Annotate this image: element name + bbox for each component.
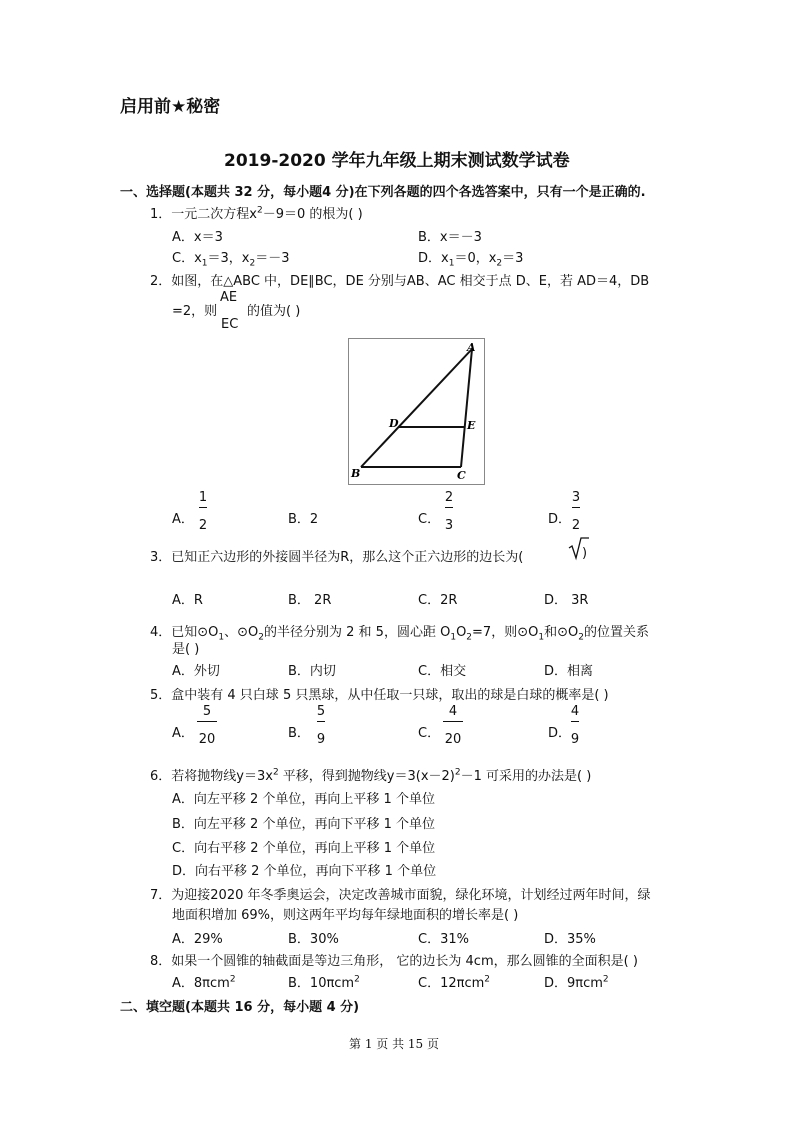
q4-option-c: C．相交 [418,664,467,679]
q5-option-a-label: A． [172,726,194,741]
section-1-heading: 一、选择题(本题共 32 分，每小题4 分)在下列各题的四个各选答案中，只有一个是正确的. [120,185,646,200]
q4-option-d: D．相离 [544,664,594,679]
q1-option-c: C．$x_1=3$，$x_2=-3$ [172,251,290,269]
q4-stem-line2: 是( ) [172,642,200,657]
q3-stem-end: ) [582,546,588,561]
q3-option-d: D． 3R [544,593,589,608]
q2-fraction-denominator: EC [221,317,239,332]
q5-option-a-fraction: 5 20 [198,704,216,747]
section-2-heading: 二、填空题(本题共 16 分，每小题 4 分) [120,1000,360,1015]
q2-stem-line2-start: =2，则 [172,304,218,319]
page-footer: 第 1 页 共 15 页 [349,1037,439,1051]
q6-stem: 6．若将抛物线$y=3x^2$ 平移，得到抛物线$y=3(x-2)^2-1$ 可采用的办法是( ) [150,767,592,784]
q5-option-c-fraction: 4 20 [444,704,462,747]
q3-option-c: C．2R [418,593,458,608]
q5-option-b-label: B． [288,726,310,741]
triangle-diagram [349,339,484,484]
q2-fraction-numerator: AE [220,290,238,305]
q5-option-c-label: C． [418,726,441,741]
q6-option-c: C．向右平移 2 个单位，再向上平移 1 个单位 [172,841,436,856]
q6-option-d: D．向右平移 2 个单位，再向下平移 1 个单位 [172,864,437,879]
q2-option-c-fraction: 2 3 [444,490,454,533]
q2-stem-line1: 2．如图，在△ABC 中，DE∥BC，DE 分别与AB、AC 相交于点 D、E，若 AD＝4，DB [150,274,650,289]
q7-stem-line1: 7．为迎接2020 年冬季奥运会，决定改善城市面貌，绿化环境，计划经过两年时间，绿 [150,888,651,903]
q3-stem: 3．已知正六边形的外接圆半径为R，那么这个正六边形的边长为( [150,550,524,565]
triangle-figure [348,338,485,485]
q6-option-b: B．向左平移 2 个单位，再向下平移 1 个单位 [172,817,435,832]
q1-option-a: A．x＝3 [172,230,223,245]
q5-option-b-fraction: 5 9 [316,704,326,747]
label-b: B [351,467,361,480]
q7-option-c: C．31% [418,932,469,947]
q2-option-c-label: C． [418,512,441,527]
q2-option-a-fraction: 1 2 [198,490,208,533]
q2-option-d-label: D． [548,512,572,527]
q5-stem: 5．盒中装有 4 只白球 5 只黑球，从中任取一只球，取出的球是白球的概率是( ) [150,688,609,703]
q7-option-d: D．35% [544,932,596,947]
q6-option-a: A．向左平移 2 个单位，再向上平移 1 个单位 [172,792,435,807]
q2-option-a-label: A． [172,512,194,527]
q8-option-b: B．10πcm$^2$ [288,974,360,991]
side-ac [461,349,472,467]
q4-option-b: B．内切 [288,664,336,679]
page-title: 2019-2020 学年九年级上期末测试数学试卷 [224,151,570,171]
label-a: A [467,341,476,354]
q3-option-b: B． 2R [288,593,332,608]
q7-option-b: B．30% [288,932,339,947]
q5-option-d-label: D． [548,726,572,741]
q5-option-d-fraction: 4 9 [570,704,580,747]
q4-stem-line1: 4．已知$⊙O_1$、$⊙O_2$的半径分别为 2 和 5，圆心距 $O_1O_2=7$，则$⊙O_1$和$⊙O_2$的位置关系 [150,625,649,643]
confidential-header: 启用前★秘密 [120,97,221,117]
q2-stem-line2-end: 的值为( ) [247,304,301,319]
q7-stem-line2: 地面积增加 69%，则这两年平均每年绿地面积的增长率是( ) [172,908,519,923]
q7-option-a: A．29% [172,932,223,947]
label-c: C [457,469,466,482]
q8-option-c: C．12πcm$^2$ [418,974,490,991]
q1-option-b: B．x＝－3 [418,230,482,245]
q2-option-b: B．2 [288,512,319,527]
q8-option-a: A．8πcm$^2$ [172,974,236,991]
side-ab [361,349,472,467]
q2-option-d-fraction: 3 2 [571,490,581,533]
q4-option-a: A．外切 [172,664,220,679]
q8-stem: 8．如果一个圆锥的轴截面是等边三角形， 它的边长为 4cm，那么圆锥的全面积是( ) [150,954,638,969]
q1-stem: 1．一元二次方程$x^2-9=0$ 的根为( ) [150,205,363,222]
q1-option-d: D．$x_1=0$，$x_2=3$ [418,251,524,269]
q8-option-d: D．9πcm$^2$ [544,974,609,991]
label-d: D [389,417,399,430]
label-e: E [467,419,476,432]
q3-option-a: A．R [172,593,203,608]
